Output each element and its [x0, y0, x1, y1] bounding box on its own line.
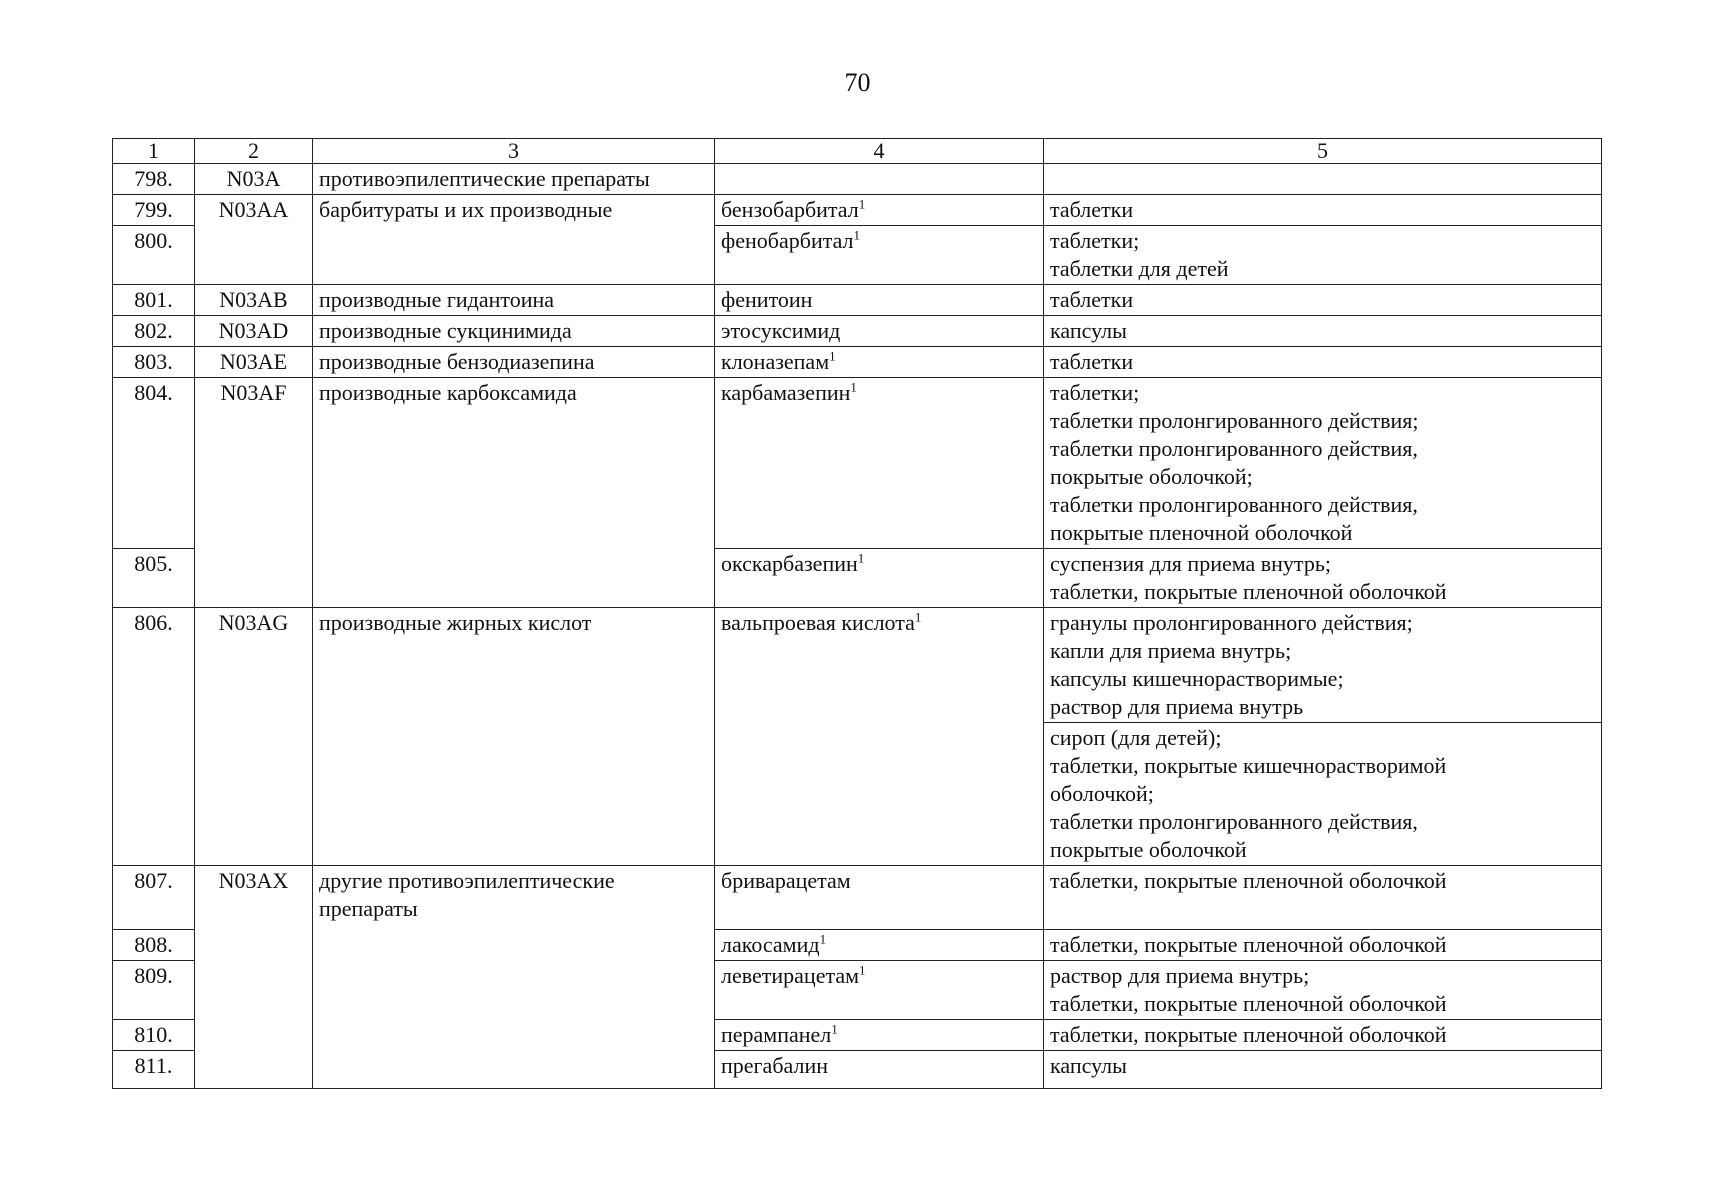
drug-name: прегабалин — [715, 1051, 1044, 1089]
drug-name: этосуксимид — [715, 316, 1044, 347]
row-number: 799. — [113, 195, 195, 226]
atc-code: N03AE — [195, 347, 313, 378]
group-name: производные гидантоина — [313, 285, 715, 316]
row-number: 810. — [113, 1020, 195, 1051]
table-row — [113, 164, 1602, 195]
table-row — [113, 285, 1602, 316]
row-number: 802. — [113, 316, 195, 347]
row-number: 803. — [113, 347, 195, 378]
dosage-forms: гранулы пролонгированного действия; капли для приема внутрь; капсулы кишечнорастворимые; раствор для приема внутрь — [1044, 608, 1602, 723]
column-header: 1 — [113, 139, 195, 164]
atc-code: N03AB — [195, 285, 313, 316]
dosage-forms: сироп (для детей); таблетки, покрытые кишечнорастворимой оболочкой; таблетки пролонгированного действия, покрытые оболочкой — [1044, 723, 1602, 866]
column-header: 2 — [195, 139, 313, 164]
drug-name: леветирацетам$^1$ — [715, 961, 1044, 1020]
dosage-forms: таблетки — [1044, 285, 1602, 316]
page-number: 70 — [844, 68, 871, 97]
dosage-forms: капсулы — [1044, 1051, 1602, 1089]
atc-code: N03AD — [195, 316, 313, 347]
row-number: 801. — [113, 285, 195, 316]
dosage-forms: таблетки — [1044, 347, 1602, 378]
drug-name: перампанел$^1$ — [715, 1020, 1044, 1051]
row-number: 807. — [113, 866, 195, 930]
row-number: 806. — [113, 608, 195, 866]
dosage-forms: таблетки — [1044, 195, 1602, 226]
dosage-forms: таблетки, покрытые пленочной оболочкой — [1044, 866, 1602, 930]
column-header: 5 — [1044, 139, 1602, 164]
drug-name: бензобарбитал$^1$ — [715, 195, 1044, 226]
drug-name: окскарбазепин$^1$ — [715, 549, 1044, 608]
group-name: производные сукцинимида — [313, 316, 715, 347]
dosage-forms: капсулы — [1044, 316, 1602, 347]
atc-code: N03A — [195, 164, 313, 195]
table-row — [113, 195, 1602, 226]
table-row — [113, 866, 1602, 930]
atc-code: N03AG — [195, 608, 313, 866]
dosage-forms: таблетки, покрытые пленочной оболочкой — [1044, 1020, 1602, 1051]
group-name: производные карбоксамида — [313, 378, 715, 608]
drug-name: фенобарбитал$^1$ — [715, 226, 1044, 285]
drug-name: лакосамид$^1$ — [715, 930, 1044, 961]
group-name: барбитураты и их производные — [313, 195, 715, 285]
row-number: 809. — [113, 961, 195, 1020]
table-header-row — [113, 139, 1602, 164]
row-number: 808. — [113, 930, 195, 961]
row-number: 800. — [113, 226, 195, 285]
medicines-table — [112, 138, 1602, 1089]
table-row — [113, 316, 1602, 347]
dosage-forms — [1044, 164, 1602, 195]
drug-name: клоназепам$^1$ — [715, 347, 1044, 378]
drug-name — [715, 164, 1044, 195]
atc-code: N03AF — [195, 378, 313, 608]
drug-name: вальпроевая кислота$^1$ — [715, 608, 1044, 866]
dosage-forms: раствор для приема внутрь; таблетки, покрытые пленочной оболочкой — [1044, 961, 1602, 1020]
row-number: 805. — [113, 549, 195, 608]
dosage-forms: суспензия для приема внутрь; таблетки, покрытые пленочной оболочкой — [1044, 549, 1602, 608]
row-number: 798. — [113, 164, 195, 195]
group-name: производные бензодиазепина — [313, 347, 715, 378]
table-row — [113, 347, 1602, 378]
atc-code: N03AX — [195, 866, 313, 1089]
column-header: 4 — [715, 139, 1044, 164]
group-name: производные жирных кислот — [313, 608, 715, 866]
row-number: 804. — [113, 378, 195, 549]
table-row — [113, 378, 1602, 549]
dosage-forms: таблетки; таблетки для детей — [1044, 226, 1602, 285]
table-row — [113, 608, 1602, 723]
atc-code: N03AA — [195, 195, 313, 285]
drug-name: фенитоин — [715, 285, 1044, 316]
column-header: 3 — [313, 139, 715, 164]
row-number: 811. — [113, 1051, 195, 1089]
dosage-forms: таблетки, покрытые пленочной оболочкой — [1044, 930, 1602, 961]
group-name: противоэпилептические препараты — [313, 164, 715, 195]
dosage-forms: таблетки; таблетки пролонгированного действия; таблетки пролонгированного действия, покрытые оболочкой; таблетки пролонгированного действия, покрытые пленочной оболочкой — [1044, 378, 1602, 549]
drug-name: бриварацетам — [715, 866, 1044, 930]
drug-name: карбамазепин$^1$ — [715, 378, 1044, 549]
group-name: другие противоэпилептические препараты — [313, 866, 715, 1089]
